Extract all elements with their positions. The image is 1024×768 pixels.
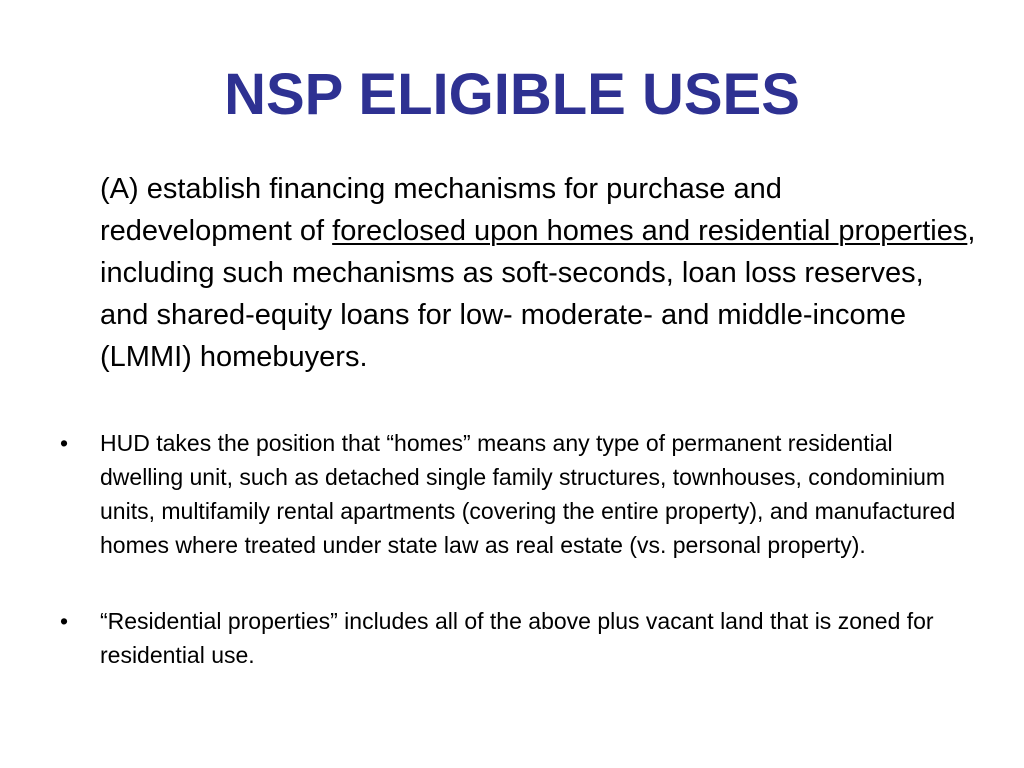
slide-title: NSP ELIGIBLE USES bbox=[224, 62, 800, 127]
lead-text-part2: , including such mechanisms as soft-seconds, loan loss reserves, and shared-equity loans for low- moderate- and middle-income (LMMI) homebuyers. bbox=[100, 215, 976, 373]
lead-underlined-text: foreclosed upon homes and residential properties bbox=[332, 215, 968, 247]
bullet-icon: • bbox=[60, 430, 69, 456]
bullet-item bbox=[60, 604, 970, 672]
lead-paragraph bbox=[100, 168, 980, 378]
bullet-list bbox=[60, 426, 970, 714]
bullet-item bbox=[60, 426, 970, 562]
bullet-text: “Residential properties” includes all of the above plus vacant land that is zoned for residential use. bbox=[100, 608, 934, 668]
bullet-text: HUD takes the position that “homes” means any type of permanent residential dwelling unit, such as detached single family structures, townhouses, condominium units, multifamily rental apartments (covering the entire property), and manufactured homes where treated under state law as real estate (vs. personal property). bbox=[100, 430, 956, 558]
lead-text-part1: (A) establish financing mechanisms for purchase and redevelopment of bbox=[100, 173, 782, 247]
bullet-icon: • bbox=[60, 608, 69, 634]
